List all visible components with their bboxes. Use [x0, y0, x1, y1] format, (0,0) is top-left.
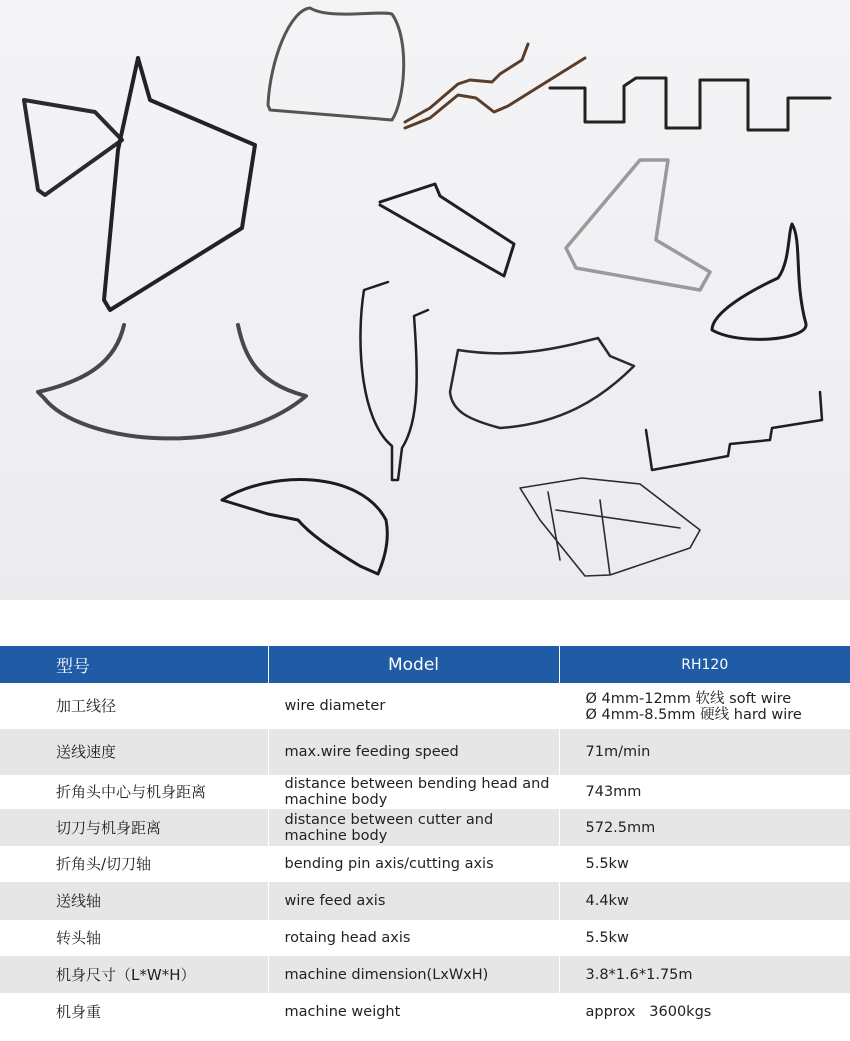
row-label-en: wire diameter: [268, 683, 559, 729]
wire-shape-frame-back: [104, 58, 255, 310]
table-row: [0, 729, 850, 775]
table-header-row: [0, 646, 850, 683]
row-label-en: rotaing head axis: [268, 920, 559, 956]
row-label-en: machine weight: [268, 993, 559, 1030]
row-label-en: bending pin axis/cutting axis: [268, 846, 559, 882]
row-label-cn: 加工线径: [0, 683, 268, 729]
table-row: [0, 920, 850, 956]
wire-shape-arc: [38, 325, 306, 438]
row-value: 5.5kw: [559, 920, 850, 956]
row-value: 71m/min: [559, 729, 850, 775]
row-label-cn: 折角头中心与机身距离: [0, 775, 268, 809]
table-row: [0, 882, 850, 920]
row-label-en: distance between bending head and machine body: [268, 775, 559, 809]
table-row: [0, 775, 850, 809]
row-value-line: Ø 4mm-12mm 软线 soft wire: [585, 691, 792, 707]
wire-shape-frame: [24, 100, 122, 195]
row-value: 3.8*1.6*1.75m: [559, 956, 850, 993]
row-value: 4.4kw: [559, 882, 850, 920]
wire-shape-square-wave: [550, 78, 830, 130]
row-label-cn: 送线轴: [0, 882, 268, 920]
wire-shape-v: [566, 160, 710, 290]
wire-shape-tray: [380, 184, 514, 276]
row-label-cn: 送线速度: [0, 729, 268, 775]
row-value: 5.5kw: [559, 846, 850, 882]
table-row: [0, 956, 850, 993]
wire-shape-hairpin: [360, 282, 428, 480]
wire-shape-half-disk: [222, 480, 387, 574]
header-model: Model: [268, 646, 559, 683]
wire-shape-stepped-rod: [646, 392, 822, 470]
wire-shape-drop: [712, 224, 806, 339]
header-model-value: RH120: [559, 646, 850, 683]
table-row: [0, 809, 850, 846]
row-label-en: max.wire feeding speed: [268, 729, 559, 775]
wire-shape-seat: [450, 338, 634, 428]
row-label-cn: 机身重: [0, 993, 268, 1030]
header-cn: 型号: [0, 646, 268, 683]
row-value: 572.5mm: [559, 809, 850, 846]
row-label-cn: 转头轴: [0, 920, 268, 956]
table-row: [0, 683, 850, 729]
table-row: [0, 846, 850, 882]
row-label-en: machine dimension(LxWxH): [268, 956, 559, 993]
wire-shape-zigzag: [405, 44, 585, 128]
row-label-en: wire feed axis: [268, 882, 559, 920]
row-value-line: Ø 4mm-8.5mm 硬线 hard wire: [585, 707, 802, 723]
row-label-en: distance between cutter and machine body: [268, 809, 559, 846]
row-value: [559, 683, 850, 729]
wire-shape-arch: [268, 8, 404, 120]
row-label-cn: 机身尺寸（L*W*H）: [0, 956, 268, 993]
row-value: 743mm: [559, 775, 850, 809]
row-label-cn: 折角头/切刀轴: [0, 846, 268, 882]
spec-table: [0, 646, 850, 1030]
table-row: [0, 993, 850, 1030]
wire-shape-seat-frame: [520, 478, 700, 576]
row-label-cn: 切刀与机身距离: [0, 809, 268, 846]
row-value: approx 3600kgs: [559, 993, 850, 1030]
